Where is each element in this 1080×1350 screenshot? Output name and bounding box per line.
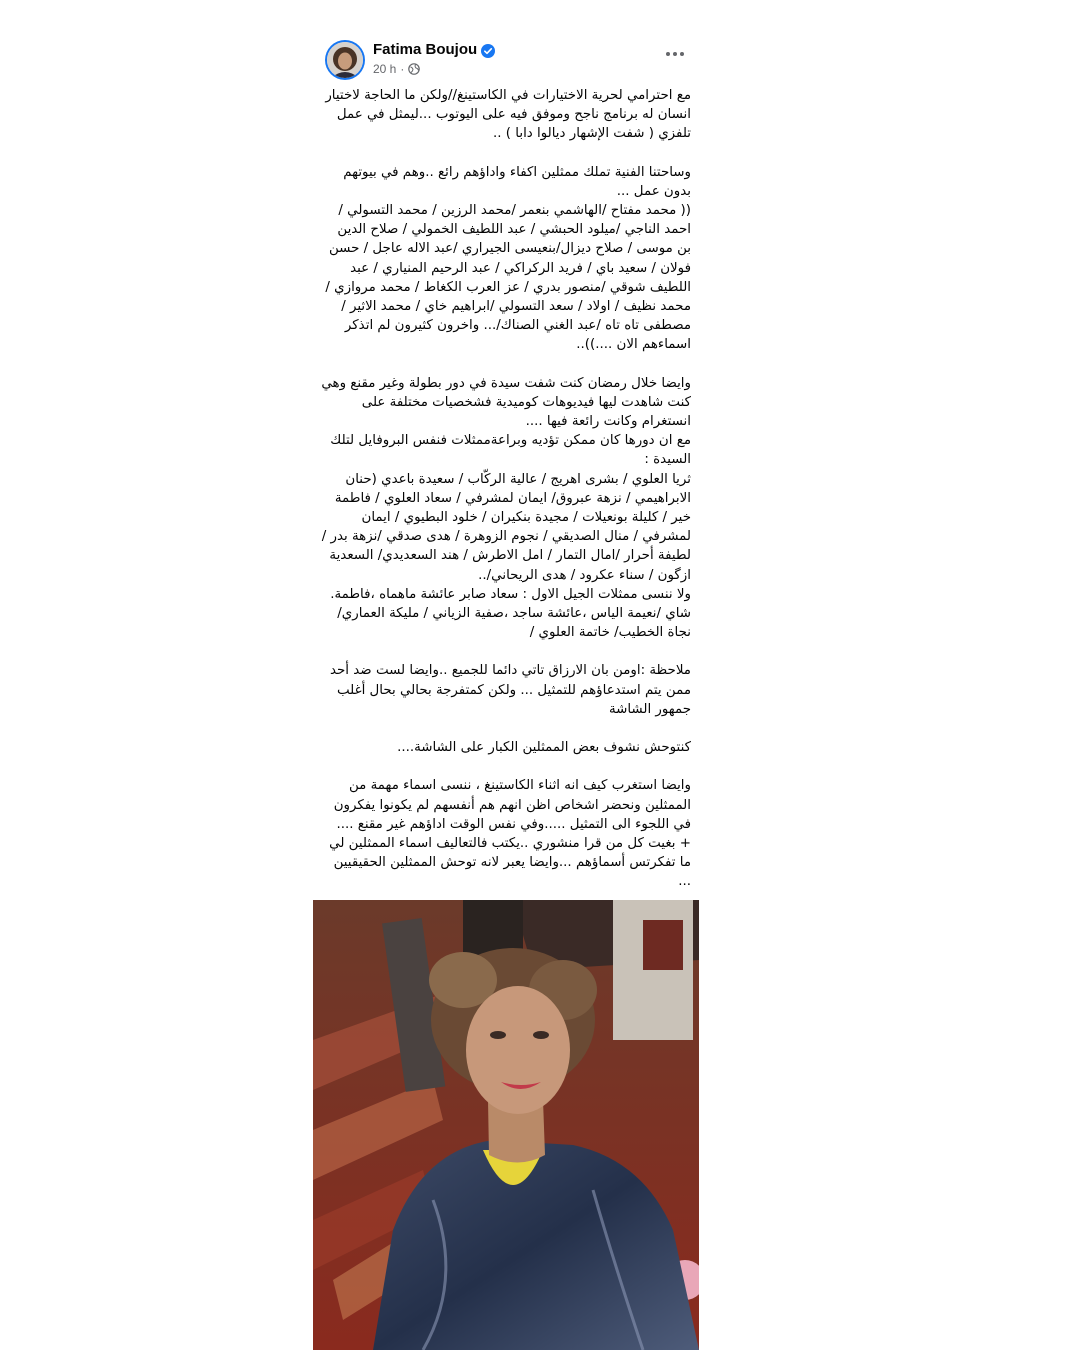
post-paragraph-1: مع احترامي لحرية الاختيارات في الكاستينغ//ولكن ما الحاجة لاختيار انسان له برنامج ناجح وموفق فيه على اليوتوب ...ليمثل في عمل تلفزي ( شفت الإشهار ديالوا دابا ) .. (325, 88, 691, 142)
globe-icon[interactable] (408, 63, 420, 75)
woman-portrait-photo (313, 900, 699, 1350)
meta-separator: · (400, 62, 405, 76)
post-paragraph-4: ملاحظة :اومن بان الارزاق تاتي دائما للجميع ..وايضا لست ضد أحد ممن يتم استدعاؤهم للتمثيل ... ولكن كمتفرجة بحالي بحال أغلب جمهور الشاشة (330, 663, 691, 717)
more-options-icon[interactable] (663, 46, 687, 62)
post-header (325, 40, 699, 80)
post-paragraph-2: وساحتنا الفنية تملك ممثلين اكفاء واداؤهم رائع ..وهم في بيوتهم بدون عمل ... (( محمد مفتاح /الهاشمي بنعمر /محمد الرزين / محمد التسولي / احمد الناجي /ميلود الحبشي / عبد اللطيف الخمولي / صلاح الدين بن موسى / صلاح ديزال/بنعيسى الجيراري /عبد الاله عاجل / حسن فولان / سعيد باي / فريد الركراكي / عبد الرحيم المنياري / عبد اللطيف شوقي /منصور بدري / عز العرب الكغاط / محمد مروازي /محمد نظيف / اولاد / سعد التسولي /ابراهيم خاي / محمد الاثير /مصطفى تاه تاه /عبد الغني الصناك/... واخرون كثيرون لم اتذكر اسماءهم الان ....)).. (325, 164, 691, 353)
verified-badge-icon (481, 43, 495, 57)
author-name[interactable]: Fatima Boujou (373, 41, 478, 58)
post-paragraph-6: وايضا استغرب كيف انه اثناء الكاستينغ ، ننسى اسماء مهمة من الممثلين ونحضر اشخاص اظن انهم هم أنفسهم لم يكونوا يفكرون في اللجوء الى التمثيل .....وفي نفس الوقت اداؤهم غير مقنع .... + بغيت كل من قرا منشوري ..يكتب فالتعاليف اسماء الممثلين لي ما تفكرتس أسماؤهم ...وايضا يعبر لانه توحش الممثلين الحقيقيين ... (329, 778, 691, 890)
post-body (321, 86, 691, 892)
author-avatar[interactable] (325, 40, 365, 80)
avatar-photo-icon (327, 42, 363, 78)
post-photo[interactable] (313, 900, 699, 1350)
post-paragraph-3: وايضا خلال رمضان كنت شفت سيدة في دور بطولة وغير مقنع وهي كنت شاهدت ليها فيديوهات كوميدية فشخصيات مختلفة على انستغرام وكانت رائعة فيها .... مع ان دورها كان ممكن تؤديه وبراعةممثلات فنفس البروفايل لتلك السيدة : ثريا العلوي / بشرى اهريج / عالية الركّاب / سعيدة باعدي (حنان الابراهيمي / نزهة عبروق/ ايمان لمشرفي / سعاد العلوي / فاطمة خير / كليلة بونعيلات / مجيدة بنكيران / خلود البطيوي / ايمان لمشرفي / منال الصديقي / نجوم الزوهرة / هدى صدقي /نزهة بدر / لطيفة أحرار /امال التمار / امل الاطرش / هند السعديدي/ السعدية ازگون / سناء عكرود / هدى الريحاني/.. ولا ننسى ممثلات الجيل الاول : سعاد صابر عائشة ماهماه ،فاطمة. شاي /نعيمة الياس ،عائشة ساجد ،صفية الزياني / مليكة العماري/ نجاة الخطيب/ خاتمة العلوي / (321, 375, 691, 641)
facebook-post (313, 28, 699, 1350)
post-timestamp[interactable]: 20 h (373, 62, 397, 76)
post-paragraph-5: كنتوحش نشوف بعض الممثلين الكبار على الشاشة.... (397, 740, 691, 756)
